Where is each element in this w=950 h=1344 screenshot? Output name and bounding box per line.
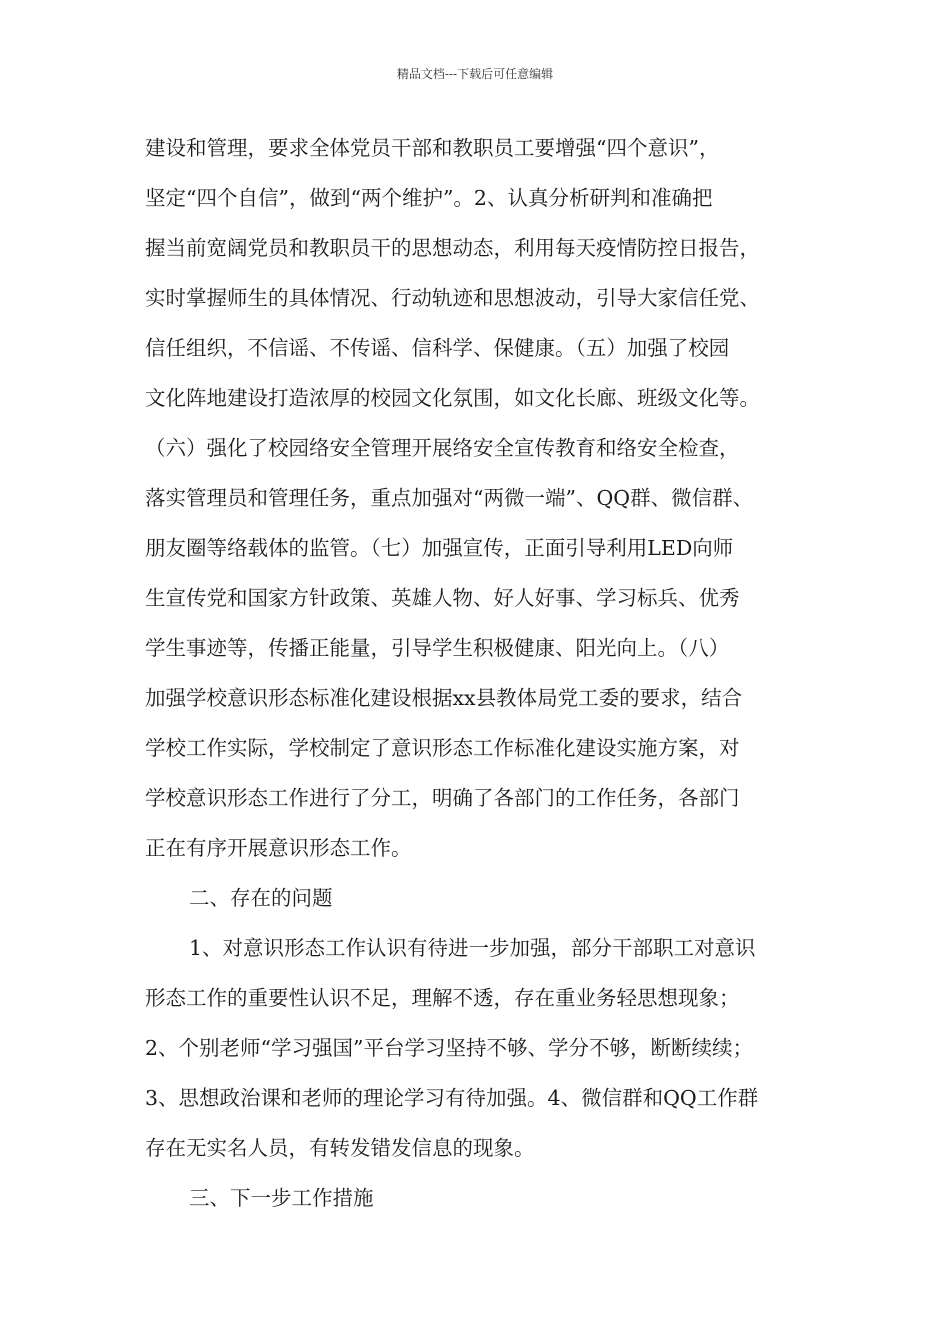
paragraph-line: 实时掌握师生的具体情况、行动轨迹和思想波动，引导大家信任党、 [145, 286, 760, 310]
paragraph-line: 3、思想政治课和老师的理论学习有待加强。4、微信群和QQ工作群 [145, 1086, 759, 1110]
paragraph-line: 形态工作的重要性认识不足，理解不透，存在重业务轻思想现象； [145, 986, 740, 1010]
document-body [145, 131, 835, 1231]
paragraph-line: 生宣传党和国家方针政策、英雄人物、好人好事、学习标兵、优秀 [145, 586, 740, 610]
paragraph-line: 加强学校意识形态标准化建设根据xx县教体局党工委的要求，结合 [145, 686, 743, 710]
paragraph-line: 2、个别老师“学习强国”平台学习坚持不够、学分不够，断断续续； [145, 1036, 754, 1060]
paragraph-line: 1、对意识形态工作认识有待进一步加强，部分干部职工对意识 [189, 936, 756, 960]
paragraph-line: 学校工作实际，学校制定了意识形态工作标准化建设实施方案，对 [145, 736, 740, 760]
page-header: 精品文档---下载后可任意编辑 [396, 67, 554, 81]
section-heading: 二、存在的问题 [189, 886, 333, 910]
section-heading: 三、下一步工作措施 [189, 1186, 374, 1210]
paragraph-line: 学生事迹等，传播正能量，引导学生积极健康、阳光向上。（八） [145, 636, 730, 660]
paragraph-line: 坚定“四个自信”，做到“两个维护”。2、认真分析研判和准确把 [145, 186, 713, 210]
paragraph-line: （六）强化了校园络安全管理开展络安全宣传教育和络安全检查， [145, 436, 740, 460]
paragraph-line: 落实管理员和管理任务，重点加强对“两微一端”、QQ群、微信群、 [145, 486, 754, 510]
paragraph-line: 信任组织，不信谣、不传谣、信科学、保健康。（五）加强了校园 [145, 336, 730, 360]
paragraph-line: 朋友圈等络载体的监管。（七）加强宣传，正面引导利用LED向师 [145, 536, 734, 560]
paragraph-line: 文化阵地建设打造浓厚的校园文化氛围，如文化长廊、班级文化等。 [145, 386, 760, 410]
paragraph-line: 正在有序开展意识形态工作。 [145, 836, 412, 860]
paragraph-line: 学校意识形态工作进行了分工，明确了各部门的工作任务，各部门 [145, 786, 740, 810]
paragraph-line: 存在无实名人员，有转发错发信息的现象。 [145, 1136, 535, 1160]
paragraph-line: 握当前宽阔党员和教职员干的思想动态，利用每天疫情防控日报告， [145, 236, 760, 260]
paragraph-line: 建设和管理，要求全体党员干部和教职员工要增强“四个意识”， [145, 136, 720, 160]
